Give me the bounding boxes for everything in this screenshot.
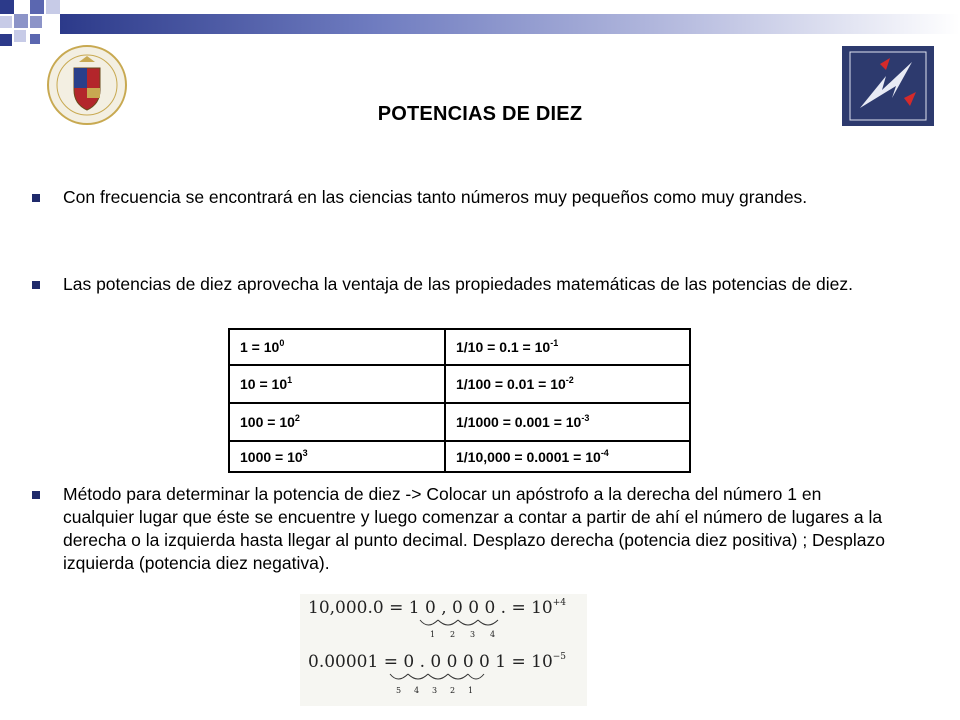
bullet-text-2: Las potencias de diez aprovecha la ventaja de las propiedades matemáticas de las potencias de diez. (63, 274, 853, 294)
table-row (229, 403, 690, 441)
bullet-text-3: Método para determinar la potencia de diez -> Colocar un apóstrofo a la derecha del número 1 en cualquier lugar que éste se encuentre y luego comenzar a contar a partir de ahí el número de lugares a la derecha o la izquierda hasta llegar al punto decimal. Desplazo derecha (potencia diez positiva) ; Desplazo izquierda (potencia diez negativa). (63, 484, 886, 573)
bullet-text-1: Con frecuencia se encontrará en las ciencias tanto números muy pequeños como muy grandes. (63, 187, 808, 207)
table-cell (229, 365, 445, 403)
table-cell (229, 441, 445, 472)
cell-base: 10 = 10 (240, 376, 288, 392)
bullet-square-icon (32, 491, 40, 499)
cell-base: 100 = 10 (240, 414, 295, 430)
slide-title: POTENCIAS DE DIEZ (377, 103, 583, 125)
table-cell (445, 441, 690, 472)
example-line-2 (308, 652, 566, 672)
decor-square (0, 34, 12, 46)
decor-square (14, 30, 26, 42)
header-gradient-bar (60, 14, 960, 34)
bullet-square-icon (32, 281, 40, 289)
example-count: 1 (468, 686, 474, 695)
cell-exponent: -2 (565, 375, 574, 385)
example-count: 2 (450, 630, 456, 639)
cell-exponent: -4 (600, 447, 609, 458)
table-cell (445, 365, 690, 403)
example-count: 2 (450, 686, 456, 695)
decimal-shift-example (300, 594, 587, 706)
cell-base: 1000 = 10 (240, 448, 303, 465)
cell-exponent: -1 (550, 338, 559, 348)
cell-base: 1/10 = 0.1 = 10 (456, 339, 551, 355)
decor-square (46, 0, 60, 14)
cell-exponent: -3 (581, 413, 590, 423)
decor-square (30, 16, 42, 28)
cell-base: 1 = 10 (240, 339, 280, 355)
header-decoration (0, 0, 960, 60)
cell-base: 1/10,000 = 0.0001 = 10 (456, 448, 601, 465)
table-row (229, 441, 690, 472)
table-cell (229, 403, 445, 441)
cell-exponent: 1 (287, 375, 293, 385)
decor-square (14, 14, 28, 28)
powers-of-ten-table (228, 328, 691, 473)
table-row (229, 365, 690, 403)
bullet-square-icon (32, 194, 40, 202)
decor-square (0, 16, 12, 28)
example-count: 1 (430, 630, 436, 639)
cell-exponent: 3 (302, 447, 308, 458)
example-line-1-exponent: +4 (552, 598, 567, 608)
decor-square (30, 34, 40, 44)
example-line-2-exponent: −5 (552, 652, 567, 662)
example-line-2-text: 0.00001 = 0 . 0 0 0 0 1 = 10 (308, 652, 553, 672)
example-count: 5 (396, 686, 402, 695)
example-line-2-arcs (388, 672, 488, 686)
example-line-1 (308, 598, 566, 618)
decor-square (0, 0, 14, 14)
cell-exponent: 2 (294, 413, 300, 423)
example-count: 3 (470, 630, 476, 639)
table-row (229, 329, 690, 365)
cell-base: 1/100 = 0.01 = 10 (456, 376, 566, 392)
decor-square (30, 0, 44, 14)
example-line-1-text: 10,000.0 = 1 0 , 0 0 0 . = 10 (308, 598, 553, 618)
cell-exponent: 0 (279, 338, 285, 348)
table-cell (229, 329, 445, 365)
example-count: 4 (414, 686, 420, 695)
table-cell (445, 403, 690, 441)
cell-base: 1/1000 = 0.001 = 10 (456, 414, 582, 430)
table-cell (445, 329, 690, 365)
example-count: 4 (490, 630, 496, 639)
example-count: 3 (432, 686, 438, 695)
